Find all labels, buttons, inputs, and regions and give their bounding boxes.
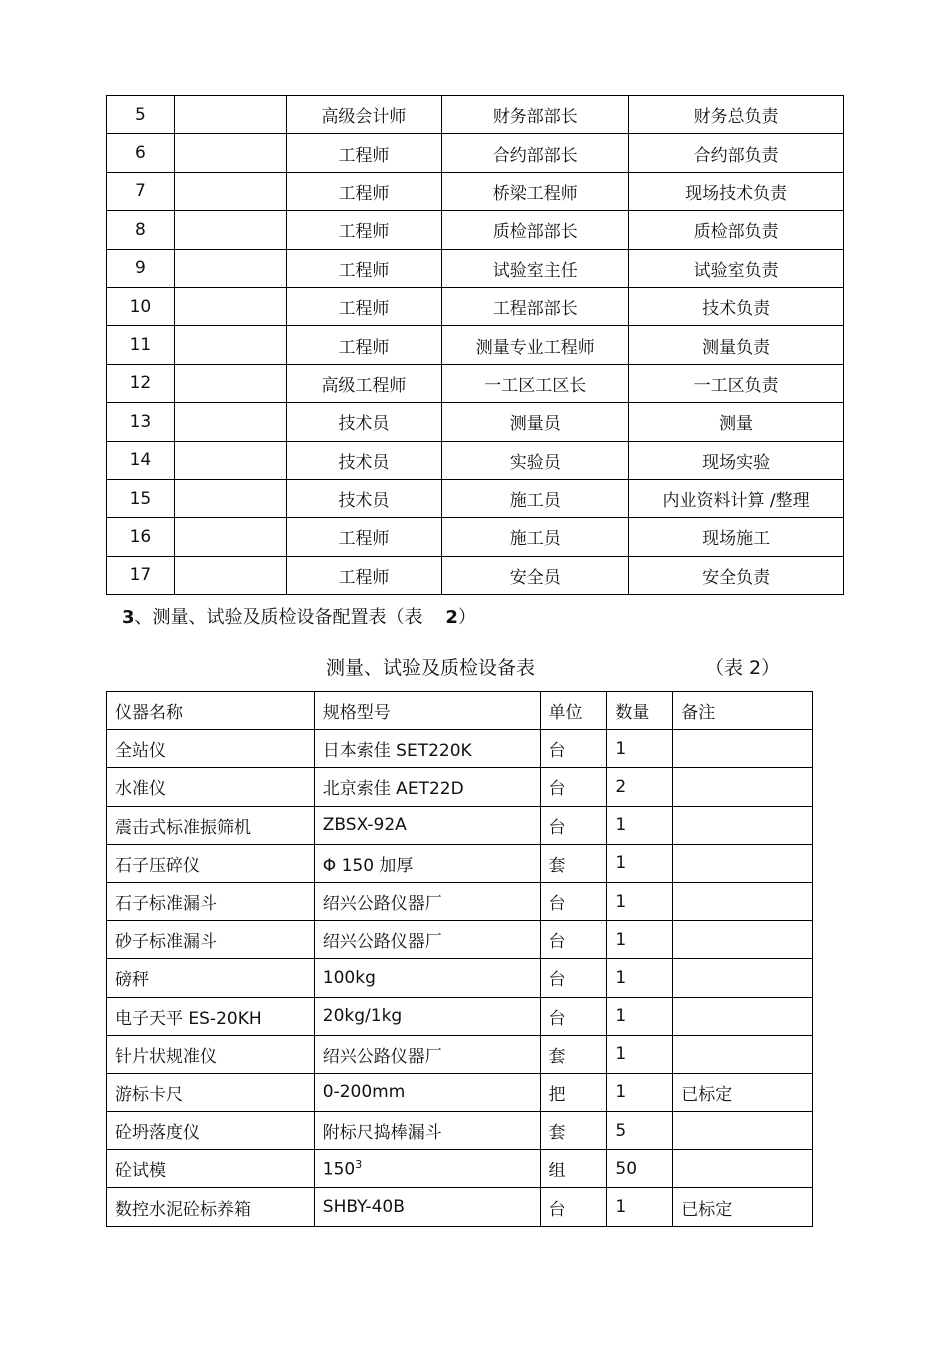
equipment-qty: 50 xyxy=(607,1150,673,1188)
equipment-qty: 1 xyxy=(607,844,673,882)
staff-no: 11 xyxy=(107,326,175,364)
staff-title: 工程师 xyxy=(286,518,442,556)
equipment-remark xyxy=(673,1112,813,1150)
staff-row xyxy=(107,96,844,134)
staff-duty: 测量 xyxy=(629,403,844,441)
equipment-model xyxy=(314,882,540,920)
equipment-unit: 台 xyxy=(540,806,607,844)
equipment-model xyxy=(314,1073,540,1111)
staff-row xyxy=(107,326,844,364)
staff-duty: 现场技术负责 xyxy=(629,172,844,210)
staff-no: 7 xyxy=(107,172,175,210)
staff-duty: 财务总负责 xyxy=(629,96,844,134)
staff-table xyxy=(106,95,844,595)
equipment-unit: 套 xyxy=(540,844,607,882)
staff-title: 工程师 xyxy=(286,211,442,249)
staff-row xyxy=(107,287,844,325)
header-model: 规格型号 xyxy=(314,692,540,730)
equipment-header-row xyxy=(107,692,813,730)
staff-position: 施工员 xyxy=(442,479,629,517)
staff-no: 5 xyxy=(107,96,175,134)
equipment-remark xyxy=(673,997,813,1035)
equipment-model-text: 20kg/1kg xyxy=(322,1006,403,1027)
equipment-model-superscript: 3 xyxy=(355,1158,363,1172)
header-qty: 数量 xyxy=(607,692,673,730)
equipment-remark xyxy=(673,806,813,844)
equipment-model xyxy=(314,921,540,959)
staff-title: 工程师 xyxy=(286,287,442,325)
equipment-row xyxy=(107,921,813,959)
staff-no: 8 xyxy=(107,211,175,249)
staff-title: 工程师 xyxy=(286,172,442,210)
equipment-table xyxy=(106,691,813,1227)
staff-row xyxy=(107,211,844,249)
equipment-row xyxy=(107,1188,813,1226)
equipment-unit: 台 xyxy=(540,959,607,997)
staff-row xyxy=(107,134,844,172)
staff-duty: 安全负责 xyxy=(629,556,844,594)
equipment-qty: 1 xyxy=(607,959,673,997)
equipment-model xyxy=(314,1188,540,1226)
equipment-qty: 1 xyxy=(607,997,673,1035)
equipment-model-text: 绍兴公路仪器厂 xyxy=(322,932,442,953)
staff-row xyxy=(107,479,844,517)
equipment-name: 砼坍落度仪 xyxy=(107,1112,315,1150)
staff-position: 一工区工区长 xyxy=(442,364,629,402)
equipment-row xyxy=(107,844,813,882)
staff-title: 技术员 xyxy=(286,403,442,441)
section-heading xyxy=(122,603,476,629)
equipment-model xyxy=(314,997,540,1035)
equipment-name: 砂子标准漏斗 xyxy=(107,921,315,959)
equipment-row xyxy=(107,959,813,997)
equipment-unit: 台 xyxy=(540,1188,607,1226)
staff-name xyxy=(174,441,286,479)
equipment-name: 全站仪 xyxy=(107,730,315,768)
equipment-model xyxy=(314,768,540,806)
header-remark: 备注 xyxy=(673,692,813,730)
staff-row xyxy=(107,403,844,441)
equipment-unit: 台 xyxy=(540,997,607,1035)
equipment-unit: 台 xyxy=(540,768,607,806)
staff-duty: 测量负责 xyxy=(629,326,844,364)
staff-no: 17 xyxy=(107,556,175,594)
equipment-qty: 1 xyxy=(607,806,673,844)
equipment-model-text: 0-200mm xyxy=(322,1082,406,1103)
staff-duty: 质检部负责 xyxy=(629,211,844,249)
staff-row xyxy=(107,441,844,479)
equipment-unit: 台 xyxy=(540,730,607,768)
header-name: 仪器名称 xyxy=(107,692,315,730)
equipment-remark xyxy=(673,768,813,806)
equipment-name: 石子压碎仪 xyxy=(107,844,315,882)
equipment-model xyxy=(314,730,540,768)
equipment-name: 磅秤 xyxy=(107,959,315,997)
equipment-model xyxy=(314,844,540,882)
staff-name xyxy=(174,403,286,441)
staff-name xyxy=(174,556,286,594)
equipment-name: 数控水泥砼标养箱 xyxy=(107,1188,315,1226)
equipment-name: 电子天平 ES-20KH xyxy=(107,997,315,1035)
equipment-unit: 组 xyxy=(540,1150,607,1188)
staff-row xyxy=(107,364,844,402)
staff-row xyxy=(107,249,844,287)
equipment-remark xyxy=(673,730,813,768)
equipment-row xyxy=(107,768,813,806)
equipment-name: 石子标准漏斗 xyxy=(107,882,315,920)
equipment-model xyxy=(314,1035,540,1073)
staff-title: 技术员 xyxy=(286,479,442,517)
equipment-row xyxy=(107,730,813,768)
staff-title: 工程师 xyxy=(286,556,442,594)
equipment-remark: 已标定 xyxy=(673,1188,813,1226)
staff-duty: 合约部负责 xyxy=(629,134,844,172)
staff-row xyxy=(107,556,844,594)
staff-duty: 试验室负责 xyxy=(629,249,844,287)
staff-name xyxy=(174,518,286,556)
staff-duty: 一工区负责 xyxy=(629,364,844,402)
staff-no: 9 xyxy=(107,249,175,287)
section-table-number: 2 xyxy=(445,607,458,628)
staff-name xyxy=(174,134,286,172)
equipment-unit: 台 xyxy=(540,882,607,920)
staff-duty: 技术负责 xyxy=(629,287,844,325)
equipment-row xyxy=(107,1035,813,1073)
staff-position: 测量专业工程师 xyxy=(442,326,629,364)
equipment-model-text: SHBY-40B xyxy=(322,1197,405,1218)
staff-position: 测量员 xyxy=(442,403,629,441)
equipment-model xyxy=(314,1150,540,1188)
equipment-remark xyxy=(673,959,813,997)
equipment-remark xyxy=(673,921,813,959)
equipment-qty: 1 xyxy=(607,1035,673,1073)
equipment-row xyxy=(107,1150,813,1188)
equipment-remark xyxy=(673,844,813,882)
staff-title: 工程师 xyxy=(286,249,442,287)
equipment-model xyxy=(314,959,540,997)
equipment-qty: 5 xyxy=(607,1112,673,1150)
equipment-qty: 1 xyxy=(607,1073,673,1111)
equipment-remark xyxy=(673,882,813,920)
equipment-qty: 1 xyxy=(607,730,673,768)
staff-position: 试验室主任 xyxy=(442,249,629,287)
equipment-unit: 套 xyxy=(540,1112,607,1150)
equipment-qty: 1 xyxy=(607,882,673,920)
staff-position: 合约部部长 xyxy=(442,134,629,172)
equipment-row xyxy=(107,1112,813,1150)
equipment-remark xyxy=(673,1150,813,1188)
staff-name xyxy=(174,479,286,517)
equipment-model-text: 附标尺捣棒漏斗 xyxy=(322,1123,442,1144)
staff-duty: 现场实验 xyxy=(629,441,844,479)
equipment-name: 水准仪 xyxy=(107,768,315,806)
equipment-name: 针片状规准仪 xyxy=(107,1035,315,1073)
section-title: 、测量、试验及质检设备配置表（表 xyxy=(134,607,423,628)
equipment-qty: 1 xyxy=(607,921,673,959)
staff-position: 实验员 xyxy=(442,441,629,479)
equipment-row xyxy=(107,997,813,1035)
equipment-model-text: 绍兴公路仪器厂 xyxy=(322,894,442,915)
staff-no: 10 xyxy=(107,287,175,325)
staff-no: 12 xyxy=(107,364,175,402)
staff-name xyxy=(174,172,286,210)
equipment-model xyxy=(314,806,540,844)
staff-position: 财务部部长 xyxy=(442,96,629,134)
staff-no: 14 xyxy=(107,441,175,479)
equipment-row xyxy=(107,1073,813,1111)
section-number: 3 xyxy=(122,607,135,628)
equipment-model-text: Φ 150 加厚 xyxy=(322,855,414,876)
staff-duty: 内业资料计算 /整理 xyxy=(629,479,844,517)
staff-title: 工程师 xyxy=(286,134,442,172)
staff-position: 安全员 xyxy=(442,556,629,594)
equipment-unit: 套 xyxy=(540,1035,607,1073)
equipment-model-text: ZBSX-92A xyxy=(322,815,407,836)
staff-no: 13 xyxy=(107,403,175,441)
staff-name xyxy=(174,326,286,364)
section-close-paren: ） xyxy=(457,607,476,628)
equipment-qty: 1 xyxy=(607,1188,673,1226)
staff-name xyxy=(174,287,286,325)
equipment-model-text: 北京索佳 AET22D xyxy=(322,779,464,800)
staff-row xyxy=(107,172,844,210)
staff-name xyxy=(174,364,286,402)
equipment-remark: 已标定 xyxy=(673,1073,813,1111)
staff-name xyxy=(174,96,286,134)
equipment-model xyxy=(314,1112,540,1150)
staff-title: 技术员 xyxy=(286,441,442,479)
equipment-table-number: （表 2） xyxy=(705,657,781,679)
staff-position: 桥梁工程师 xyxy=(442,172,629,210)
equipment-row xyxy=(107,806,813,844)
staff-no: 6 xyxy=(107,134,175,172)
staff-position: 施工员 xyxy=(442,518,629,556)
staff-no: 15 xyxy=(107,479,175,517)
equipment-qty: 2 xyxy=(607,768,673,806)
equipment-remark xyxy=(673,1035,813,1073)
equipment-model-text: 绍兴公路仪器厂 xyxy=(322,1046,442,1067)
equipment-model-text: 日本索佳 SET220K xyxy=(322,741,472,762)
equipment-name: 游标卡尺 xyxy=(107,1073,315,1111)
equipment-row xyxy=(107,882,813,920)
staff-title: 工程师 xyxy=(286,326,442,364)
equipment-model-text: 100kg xyxy=(322,967,376,988)
equipment-unit: 把 xyxy=(540,1073,607,1111)
staff-name xyxy=(174,249,286,287)
staff-position: 质检部部长 xyxy=(442,211,629,249)
equipment-model-text: 150 xyxy=(322,1159,356,1180)
staff-name xyxy=(174,211,286,249)
equipment-name: 砼试模 xyxy=(107,1150,315,1188)
equipment-name: 震击式标准振筛机 xyxy=(107,806,315,844)
staff-no: 16 xyxy=(107,518,175,556)
staff-duty: 现场施工 xyxy=(629,518,844,556)
staff-row xyxy=(107,518,844,556)
staff-title: 高级会计师 xyxy=(286,96,442,134)
header-unit: 单位 xyxy=(540,692,607,730)
staff-title: 高级工程师 xyxy=(286,364,442,402)
equipment-unit: 台 xyxy=(540,921,607,959)
staff-position: 工程部部长 xyxy=(442,287,629,325)
equipment-table-caption: 测量、试验及质检设备表 xyxy=(326,657,536,679)
